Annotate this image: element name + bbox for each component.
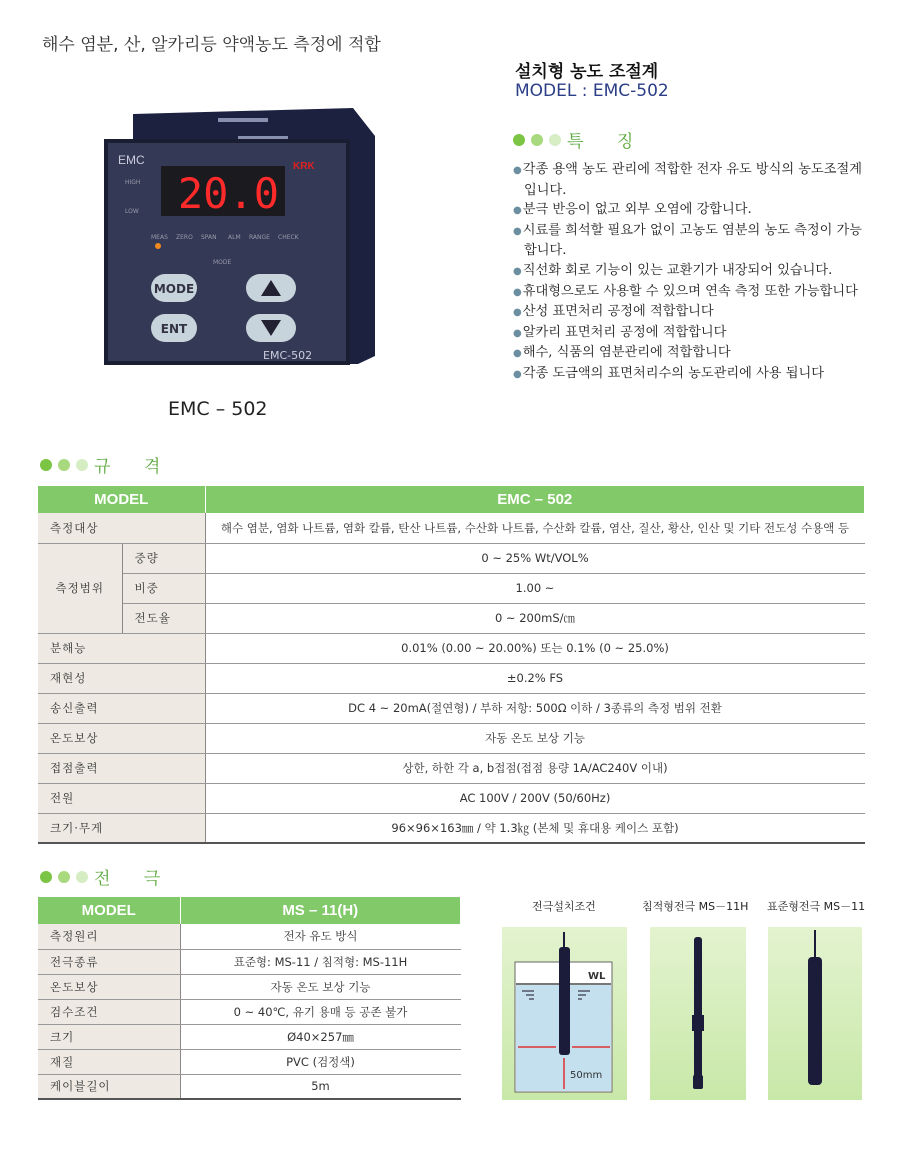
- feature-item: ● 해수, 식품의 염분관리에 적합합니다: [513, 343, 873, 364]
- table-row: 측정범위 중량 0 ~ 25% Wt/VOL%: [38, 543, 865, 573]
- svg-text:EMC: EMC: [118, 153, 145, 167]
- table-row: 온도보상 자동 온도 보상 기능: [38, 723, 865, 753]
- feature-item: ● 시료를 희석할 필요가 없이 고농도 염분의 농도 측정이 가능합니다.: [513, 221, 873, 261]
- table-row: 측정대상 해수 염분, 염화 나트륨, 염화 칼륨, 탄산 나트륨, 수산화 나트륨, 수산화 칼륨, 염산, 질산, 황산, 인산 및 기타 전도성 수용액 등: [38, 513, 865, 543]
- bullet-dot-icon: [40, 459, 52, 471]
- feature-item: ● 각종 도금액의 표면처리수의 농도관리에 사용 됩니다: [513, 364, 873, 385]
- svg-text:WL: WL: [588, 971, 606, 982]
- feature-item: ● 알카리 표면처리 공정에 적합합니다: [513, 323, 873, 344]
- product-photo-emc502: [103, 106, 379, 368]
- electrode-table: MODEL MS – 11(H) 측정원리 전자 유도 방식 전극종류 표준형: MS-11 / 침적형: MS-11H 온도보상 자동 온도 보상 기능 검수조건 0 ~ 40℃, 유기 용매 등 공존 불가 크기 Ø40×257㎜ 재질 PVC (검정색) 케이블길이 5m: [38, 897, 461, 1100]
- installation-diagram: [502, 927, 627, 1100]
- bullet-dot-icon: [76, 459, 88, 471]
- svg-text:MODE: MODE: [213, 259, 232, 266]
- table-row: 분해능 0.01% (0.00 ~ 20.00%) 또는 0.1% (0 ~ 25.0%): [38, 633, 865, 663]
- spec-heading: 규 격: [40, 452, 174, 477]
- image-caption: 침적형전극 MS－11H: [642, 900, 749, 913]
- features-heading: 특 징: [513, 127, 647, 152]
- feature-item: ● 휴대형으로도 사용할 수 있으며 연속 측정 또한 가능합니다: [513, 282, 873, 303]
- svg-text:KRK: KRK: [293, 161, 315, 172]
- product-title: 설치형 농도 조절계: [515, 62, 659, 82]
- svg-text:ENT: ENT: [160, 322, 188, 336]
- tagline: 해수 염분, 산, 알카리등 약액농도 측정에 적합: [42, 35, 381, 55]
- table-row: 접점출력 상한, 하한 각 a, b접점(접점 용량 1A/AC240V 이내): [38, 753, 865, 783]
- product-model: MODEL : EMC-502: [515, 81, 669, 101]
- electrode-heading: 전 극: [40, 864, 174, 889]
- bullet-dot-icon: [76, 871, 88, 883]
- bullet-dot-icon: [531, 134, 543, 146]
- bullet-dot-icon: [58, 459, 70, 471]
- features-list: [513, 160, 873, 385]
- bullet-dot-icon: [549, 134, 561, 146]
- immersion-electrode-photo: [650, 927, 746, 1100]
- svg-text:MODE: MODE: [153, 282, 195, 296]
- bullet-dot-icon: [58, 871, 70, 883]
- image-caption: 표준형전극 MS－11: [767, 900, 866, 913]
- bullet-dot-icon: [513, 134, 525, 146]
- svg-text:ALM: ALM: [228, 234, 241, 241]
- svg-text:SPAN: SPAN: [201, 234, 217, 241]
- svg-text:HIGH: HIGH: [125, 179, 141, 186]
- feature-item: ● 산성 표면처리 공정에 적합합니다: [513, 302, 873, 323]
- svg-text:50mm: 50mm: [570, 1070, 603, 1081]
- table-row: 검수조건 0 ~ 40℃, 유기 용매 등 공존 불가: [38, 999, 461, 1024]
- table-row: 크기 Ø40×257㎜: [38, 1024, 461, 1049]
- svg-text:20.0: 20.0: [177, 169, 279, 218]
- svg-text:ZERO: ZERO: [176, 234, 193, 241]
- svg-text:EMC-502: EMC-502: [263, 349, 313, 362]
- table-row: 송신출력 DC 4 ~ 20mA(절연형) / 부하 저항: 500Ω 이하 / 3종류의 측정 범위 전환: [38, 693, 865, 723]
- spec-table: MODEL EMC – 502 측정대상 해수 염분, 염화 나트륨, 염화 칼륨, 탄산 나트륨, 수산화 나트륨, 수산화 칼륨, 염산, 질산, 황산, 인산 및 기타 전도성 수용액 등 측정범위 중량 0 ~ 25% Wt/VOL% 비중 1.00 ~ 전도율 0 ~ 200mS/㎝ 분해능 0.01% (0.00 ~ 20.00%) 또는 0.1% (0 ~ 25.0%) 재현성 ±0.2% FS 송신출력 DC 4 ~ 20mA(절연형) / 부하 저항: 500Ω 이하 / 3종류의 측정 범위 전환 온도보상 자동 온도 보상 기능 접점출력 상한, 하한 각 a, b접점(접점 용량 1A/AC240V 이내) 전원 AC 100V / 200V (50/60Hz) 크기·무게 96×96×163㎜ / 약 1.3㎏ (본체 및 휴대용 케이스 포함): [38, 486, 865, 844]
- table-row: 전원 AC 100V / 200V (50/60Hz): [38, 783, 865, 813]
- table-row: 전도율 0 ~ 200mS/㎝: [38, 603, 865, 633]
- table-row: 온도보상 자동 온도 보상 기능: [38, 974, 461, 999]
- table-row: 크기·무게 96×96×163㎜ / 약 1.3㎏ (본체 및 휴대용 케이스 포함): [38, 813, 865, 843]
- feature-item: ● 각종 용액 농도 관리에 적합한 전자 유도 방식의 농도조절계입니다.: [513, 160, 873, 200]
- table-row: 측정원리 전자 유도 방식: [38, 924, 461, 949]
- table-row: 재현성 ±0.2% FS: [38, 663, 865, 693]
- svg-text:LOW: LOW: [125, 208, 139, 215]
- table-row: 케이블길이 5m: [38, 1074, 461, 1099]
- table-row: 전극종류 표준형: MS-11 / 침적형: MS-11H: [38, 949, 461, 974]
- svg-text:MEAS: MEAS: [151, 234, 168, 241]
- feature-item: ● 직선화 회로 기능이 있는 교환기가 내장되어 있습니다.: [513, 261, 873, 282]
- product-caption: EMC – 502: [168, 398, 268, 420]
- table-row: 재질 PVC (검정색): [38, 1049, 461, 1074]
- standard-electrode-photo: [768, 927, 862, 1100]
- image-caption: 전극설치조건: [532, 900, 596, 913]
- table-row: 비중 1.00 ~: [38, 573, 865, 603]
- bullet-dot-icon: [40, 871, 52, 883]
- svg-text:CHECK: CHECK: [278, 234, 299, 241]
- feature-item: ● 분극 반응이 없고 외부 오염에 강합니다.: [513, 200, 873, 221]
- svg-text:RANGE: RANGE: [249, 234, 270, 241]
